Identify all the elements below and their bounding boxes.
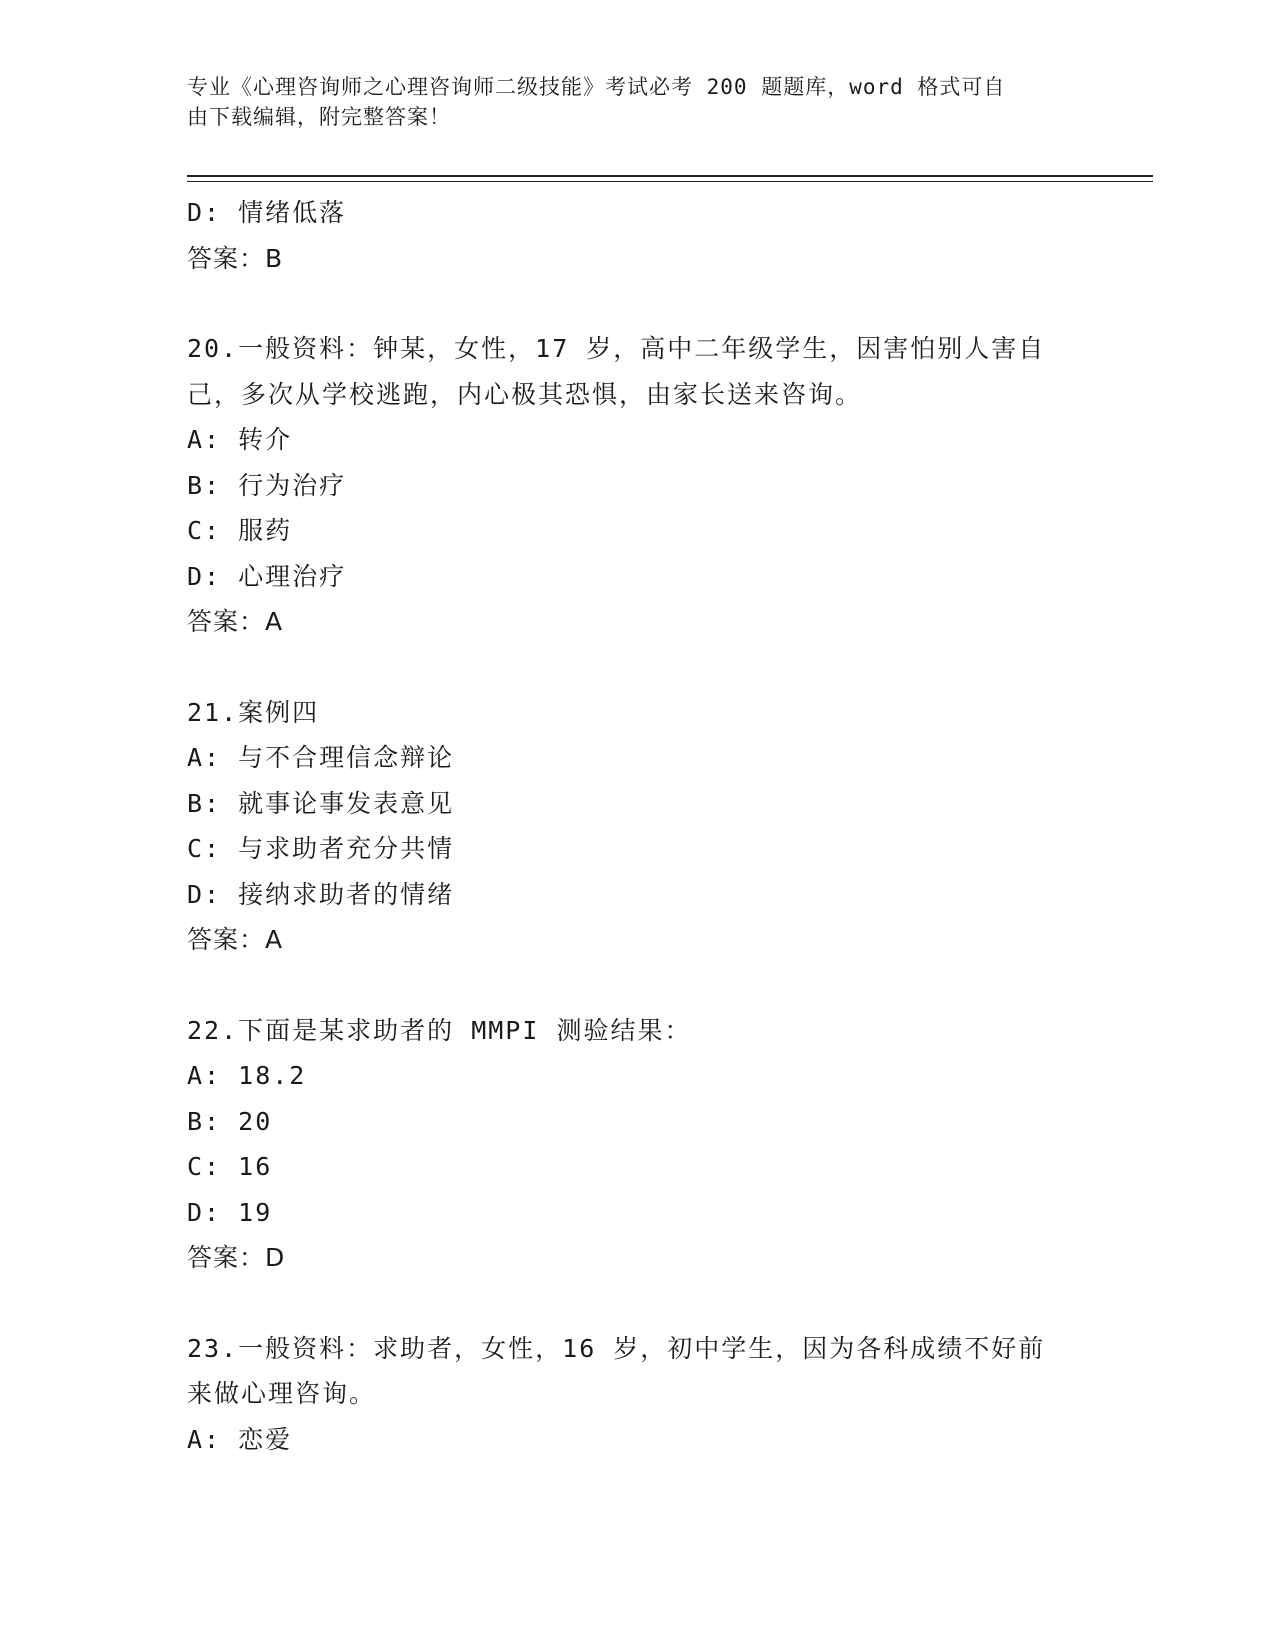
q21-answer: 答案：A — [187, 925, 284, 954]
q20-stem-line-2: 己，多次从学校逃跑，内心极其恐惧，由家长送来咨询。 — [187, 379, 863, 409]
spacer — [187, 1281, 1087, 1326]
document-header — [187, 72, 1067, 132]
prev-option-d: D: 情绪低落 — [187, 198, 347, 227]
q22-answer: 答案：D — [187, 1243, 286, 1272]
question-list — [187, 190, 1087, 1462]
q21-stem: 21.案例四 — [187, 697, 320, 727]
q22-stem: 22.下面是某求助者的 MMPI 测验结果： — [187, 1015, 692, 1045]
question-22 — [187, 1008, 1087, 1281]
q22-option-c: C: 16 — [187, 1152, 273, 1181]
q20-option-d: D: 心理治疗 — [187, 561, 347, 591]
q21-option-a: A: 与不合理信念辩论 — [187, 743, 455, 772]
spacer — [187, 281, 1087, 326]
q23-option-a: A: 恋爱 — [187, 1424, 293, 1454]
question-23 — [187, 1326, 1087, 1463]
q22-option-a: A: 18.2 — [187, 1061, 307, 1090]
prev-answer: 答案：B — [187, 243, 284, 273]
q23-stem-line-2: 来做心理咨询。 — [187, 1379, 377, 1408]
q22-option-d: D: 19 — [187, 1197, 273, 1227]
q20-option-c: C: 服药 — [187, 516, 293, 545]
header-line-2: 由下载编辑，附完整答案！ — [187, 105, 451, 129]
spacer — [187, 963, 1087, 1008]
header-rule-thin — [187, 181, 1153, 182]
q21-option-d: D: 接纳求助者的情绪 — [187, 879, 455, 909]
spacer — [187, 645, 1087, 690]
q21-option-b: B: 就事论事发表意见 — [187, 788, 455, 818]
header-line-1: 专业《心理咨询师之心理咨询师二级技能》考试必考 200 题题库，word 格式可自 — [187, 75, 1006, 99]
q20-answer: 答案：A — [187, 607, 284, 636]
q20-option-b: B: 行为治疗 — [187, 470, 347, 500]
header-rule-thick — [187, 175, 1153, 177]
q20-stem-line-1: 20.一般资料：钟某，女性，17 岁，高中二年级学生，因害怕别人害自 — [187, 334, 1046, 363]
q20-option-a: A: 转介 — [187, 425, 293, 454]
question-21 — [187, 690, 1087, 963]
q21-option-c: C: 与求助者充分共情 — [187, 834, 455, 863]
q23-stem-line-1: 23.一般资料：求助者，女性，16 岁，初中学生，因为各科成绩不好前 — [187, 1333, 1046, 1363]
question-20 — [187, 326, 1087, 645]
q22-option-b: B: 20 — [187, 1106, 273, 1136]
